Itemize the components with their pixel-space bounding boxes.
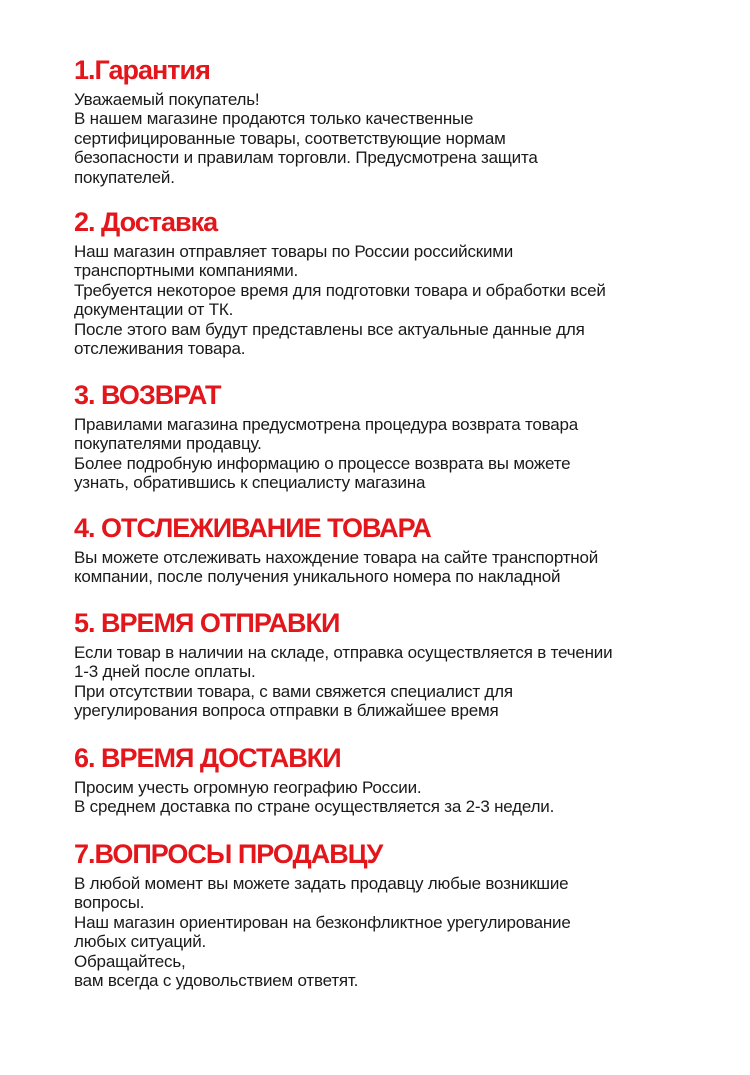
section-title: 2. Доставка — [74, 207, 218, 237]
section-guarantee — [74, 52, 739, 187]
section-body — [74, 643, 739, 721]
text-line: сертифицированные товары, соответствующие нормам — [74, 128, 506, 148]
section-body — [74, 778, 739, 817]
text-line: В любой момент вы можете задать продавцу любые возникшие — [74, 874, 569, 893]
text-line: документации от ТК. — [74, 300, 234, 320]
text-line: отслеживания товара. — [74, 339, 246, 359]
section-title: 3. ВОЗВРАТ — [74, 380, 221, 410]
section-dispatch-time — [74, 605, 739, 721]
section-return — [74, 377, 739, 493]
text-line: любых ситуаций. — [74, 932, 207, 952]
text-line: При отсутствии товара, с вами свяжется специалист для — [74, 681, 513, 701]
text-line: Уважаемый покупатель! — [74, 90, 260, 109]
section-title: 7.ВОПРОСЫ ПРОДАВЦУ — [74, 839, 383, 869]
section-delivery-time — [74, 740, 739, 817]
text-line: вам всегда с удовольствием ответят. — [74, 971, 359, 991]
text-line: Более подробную информацию о процессе возврата вы можете — [74, 453, 571, 473]
text-line: покупателями продавцу. — [74, 434, 262, 454]
text-line: безопасности и правилам торговли. Предусмотрена защита — [74, 148, 538, 168]
text-line: вопросы. — [74, 893, 145, 913]
text-line: Вы можете отслеживать нахождение товара на сайте транспортной — [74, 548, 599, 567]
text-line: Правилами магазина предусмотрена процедура возврата товара — [74, 415, 579, 434]
section-body — [74, 548, 739, 587]
text-line: Просим учесть огромную географию России. — [74, 778, 422, 797]
text-line: компании, после получения уникального номера по накладной — [74, 567, 561, 587]
text-line: узнать, обратившись к специалисту магазина — [74, 473, 426, 493]
text-line: В среднем доставка по стране осуществляется за 2-3 недели. — [74, 797, 555, 817]
section-delivery — [74, 204, 739, 358]
text-line: В нашем магазине продаются только качественные — [74, 109, 474, 129]
text-line: Обращайтесь, — [74, 951, 186, 971]
section-body — [74, 415, 739, 493]
section-title: 6. ВРЕМЯ ДОСТАВКИ — [74, 743, 341, 773]
section-title: 4. ОТСЛЕЖИВАНИЕ ТОВАРА — [74, 513, 431, 543]
section-title: 1.Гарантия — [74, 55, 210, 85]
text-line: Если товар в наличии на складе, отправка осуществляется в течении — [74, 643, 613, 662]
text-line: 1-3 дней после оплаты. — [74, 662, 256, 682]
section-body — [74, 90, 739, 187]
text-line: покупателей. — [74, 167, 175, 187]
text-line: Наш магазин отправляет товары по России российскими — [74, 242, 514, 261]
section-body — [74, 874, 739, 990]
text-line: транспортными компаниями. — [74, 261, 299, 281]
section-tracking — [74, 510, 739, 587]
text-line: Требуется некоторое время для подготовки товара и обработки всей — [74, 280, 606, 300]
text-line: Наш магазин ориентирован на безконфликтное урегулирование — [74, 912, 571, 932]
section-body — [74, 242, 739, 358]
text-line: урегулирования вопроса отправки в ближайшее время — [74, 701, 499, 721]
section-seller-questions — [74, 836, 739, 990]
section-title: 5. ВРЕМЯ ОТПРАВКИ — [74, 608, 340, 638]
text-line: После этого вам будут представлены все актуальные данные для — [74, 319, 585, 339]
